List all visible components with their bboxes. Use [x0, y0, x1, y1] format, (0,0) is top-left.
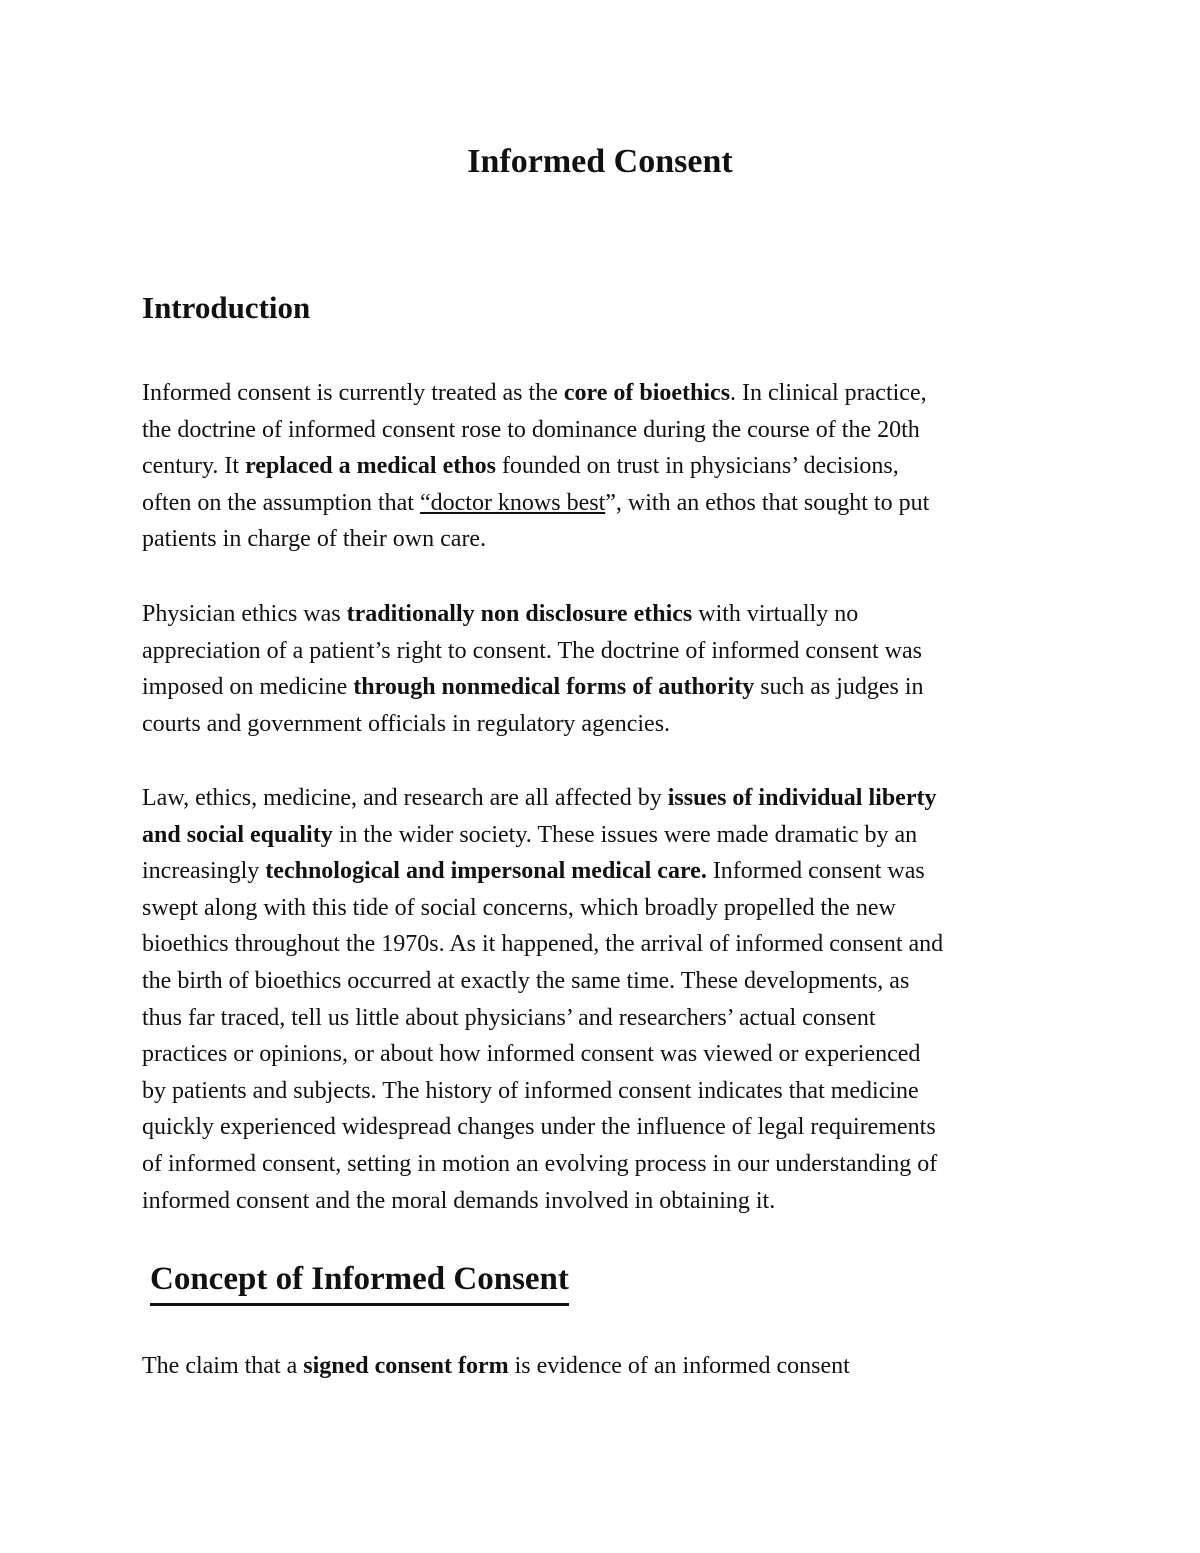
text-run: increasingly: [142, 858, 266, 885]
text-run: thus far traced, tell us little about physicians’ and researchers’ actual consent: [142, 1004, 876, 1031]
text-run: Informed consent is currently treated as the: [142, 380, 564, 406]
text-line: [142, 706, 1072, 743]
text-run: quickly experienced widespread changes under the influence of legal requirements: [142, 1114, 936, 1141]
bold-text: through nonmedical forms of authority: [353, 674, 755, 701]
text-line: [142, 1183, 1072, 1220]
text-run: by patients and subjects. The history of informed consent indicates that medicine: [142, 1077, 919, 1104]
bold-text: replaced a medical ethos: [245, 453, 496, 480]
text-line: [142, 375, 1072, 412]
text-run: founded on trust in physicians’ decisions,: [495, 453, 899, 480]
text-run: bioethics throughout the 1970s. As it happened, the arrival of informed consent and: [142, 931, 944, 958]
text-line: [142, 963, 1072, 1000]
text-run: imposed on medicine: [142, 674, 354, 701]
text-run: patients in charge of their own care.: [142, 526, 487, 553]
text-line: [142, 1000, 1072, 1037]
text-run: of informed consent, setting in motion an evolving process in our understanding of: [142, 1150, 938, 1177]
text-run: with virtually no: [692, 601, 859, 627]
text-line: [142, 521, 1072, 558]
text-run: century. It: [142, 453, 246, 480]
concept-heading: Concept of Informed Consent: [150, 1257, 569, 1306]
text-run: the birth of bioethics occurred at exactly the same time. These developments, as: [142, 967, 910, 994]
text-line: [142, 780, 1072, 817]
text-run: courts and government officials in regulatory agencies.: [142, 710, 671, 737]
introduction-heading: Introduction: [142, 290, 311, 325]
bold-text: signed consent form: [303, 1353, 509, 1379]
text-line: [142, 1146, 1072, 1183]
text-line: [142, 1109, 1072, 1146]
bold-text: and social equality: [142, 821, 333, 848]
text-run: Informed consent was: [706, 858, 925, 885]
text-line: [142, 448, 1072, 485]
text-run: ”, with an ethos that sought to put: [605, 489, 930, 516]
text-run: appreciation of a patient’s right to consent. The doctrine of informed consent was: [142, 637, 922, 664]
text-line: [142, 1036, 1072, 1073]
underlined-text: “doctor knows best: [419, 489, 606, 516]
text-line: [142, 1348, 1072, 1385]
document-title: Informed Consent: [467, 143, 733, 180]
intro-paragraph-3: [142, 780, 1072, 1219]
text-line: [142, 890, 1072, 927]
text-run: Physician ethics was: [142, 601, 347, 627]
text-line: [142, 596, 1072, 633]
bold-text: issues of individual liberty: [667, 785, 937, 811]
concept-paragraph-1: [142, 1348, 1072, 1385]
bold-text: technological and impersonal medical care.: [265, 858, 707, 885]
text-run: the doctrine of informed consent rose to dominance during the course of the 20th: [142, 416, 920, 443]
text-run: . In clinical practice,: [730, 380, 927, 406]
text-run: informed consent and the moral demands involved in obtaining it.: [142, 1187, 776, 1214]
text-line: [142, 817, 1072, 854]
text-run: Law, ethics, medicine, and research are all affected by: [142, 785, 668, 811]
text-run: often on the assumption that: [142, 489, 420, 516]
intro-paragraph-2: [142, 596, 1072, 742]
text-run: such as judges in: [754, 674, 924, 701]
text-run: practices or opinions, or about how informed consent was viewed or experienced: [142, 1041, 921, 1068]
text-run: in the wider society. These issues were made dramatic by an: [332, 821, 918, 848]
text-line: [142, 1073, 1072, 1110]
text-line: [142, 485, 1072, 522]
bold-text: core of bioethics: [563, 380, 731, 406]
text-line: [142, 926, 1072, 963]
text-run: is evidence of an informed consent: [508, 1353, 850, 1379]
text-line: [142, 633, 1072, 670]
text-run: swept along with this tide of social concerns, which broadly propelled the new: [142, 894, 896, 921]
text-line: [142, 412, 1072, 449]
text-line: [142, 669, 1072, 706]
text-run: The claim that a: [142, 1353, 304, 1379]
text-line: [142, 853, 1072, 890]
bold-text: traditionally non disclosure ethics: [346, 601, 693, 627]
intro-paragraph-1: [142, 375, 1072, 558]
